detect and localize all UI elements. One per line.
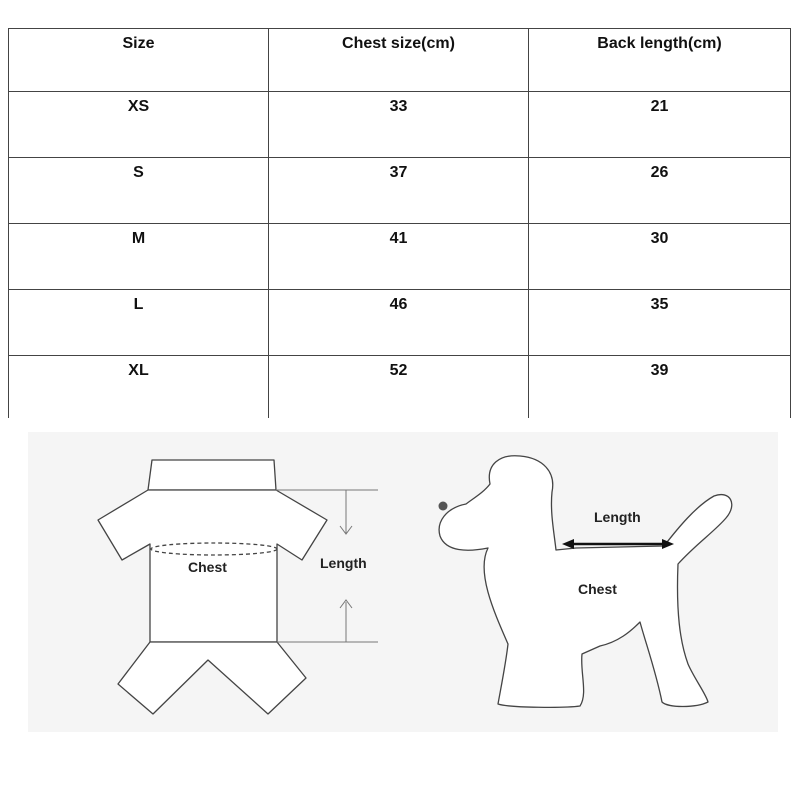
cell-chest: 41: [269, 224, 529, 290]
cell-chest: 52: [269, 356, 529, 419]
dog-nose: [439, 502, 448, 511]
header-chest-size: Chest size(cm): [269, 29, 529, 92]
dog-chest-label: Chest: [578, 581, 617, 597]
garment-legs: [118, 642, 306, 714]
garment-chest-label: Chest: [188, 559, 227, 575]
cell-chest: 37: [269, 158, 529, 224]
cell-chest: 46: [269, 290, 529, 356]
cell-size: M: [9, 224, 269, 290]
size-chart-table: [8, 28, 791, 418]
cell-back-length: 26: [529, 158, 791, 224]
table-row: [9, 158, 791, 224]
measurement-diagram: [28, 432, 778, 732]
header-back-length: Back length(cm): [529, 29, 791, 92]
dog-length-label: Length: [594, 509, 641, 525]
cell-size: XL: [9, 356, 269, 419]
cell-back-length: 35: [529, 290, 791, 356]
cell-size: L: [9, 290, 269, 356]
cell-size: XS: [9, 92, 269, 158]
garment-collar: [148, 460, 276, 490]
cell-back-length: 21: [529, 92, 791, 158]
table-header-row: [9, 29, 791, 92]
cell-chest: 33: [269, 92, 529, 158]
cell-size: S: [9, 158, 269, 224]
table-row: [9, 290, 791, 356]
cell-back-length: 39: [529, 356, 791, 419]
table-row: [9, 356, 791, 419]
header-size: Size: [9, 29, 269, 92]
cell-back-length: 30: [529, 224, 791, 290]
table-row: [9, 224, 791, 290]
table-row: [9, 92, 791, 158]
measurement-illustration: [28, 432, 778, 732]
garment-length-label: Length: [320, 555, 367, 571]
